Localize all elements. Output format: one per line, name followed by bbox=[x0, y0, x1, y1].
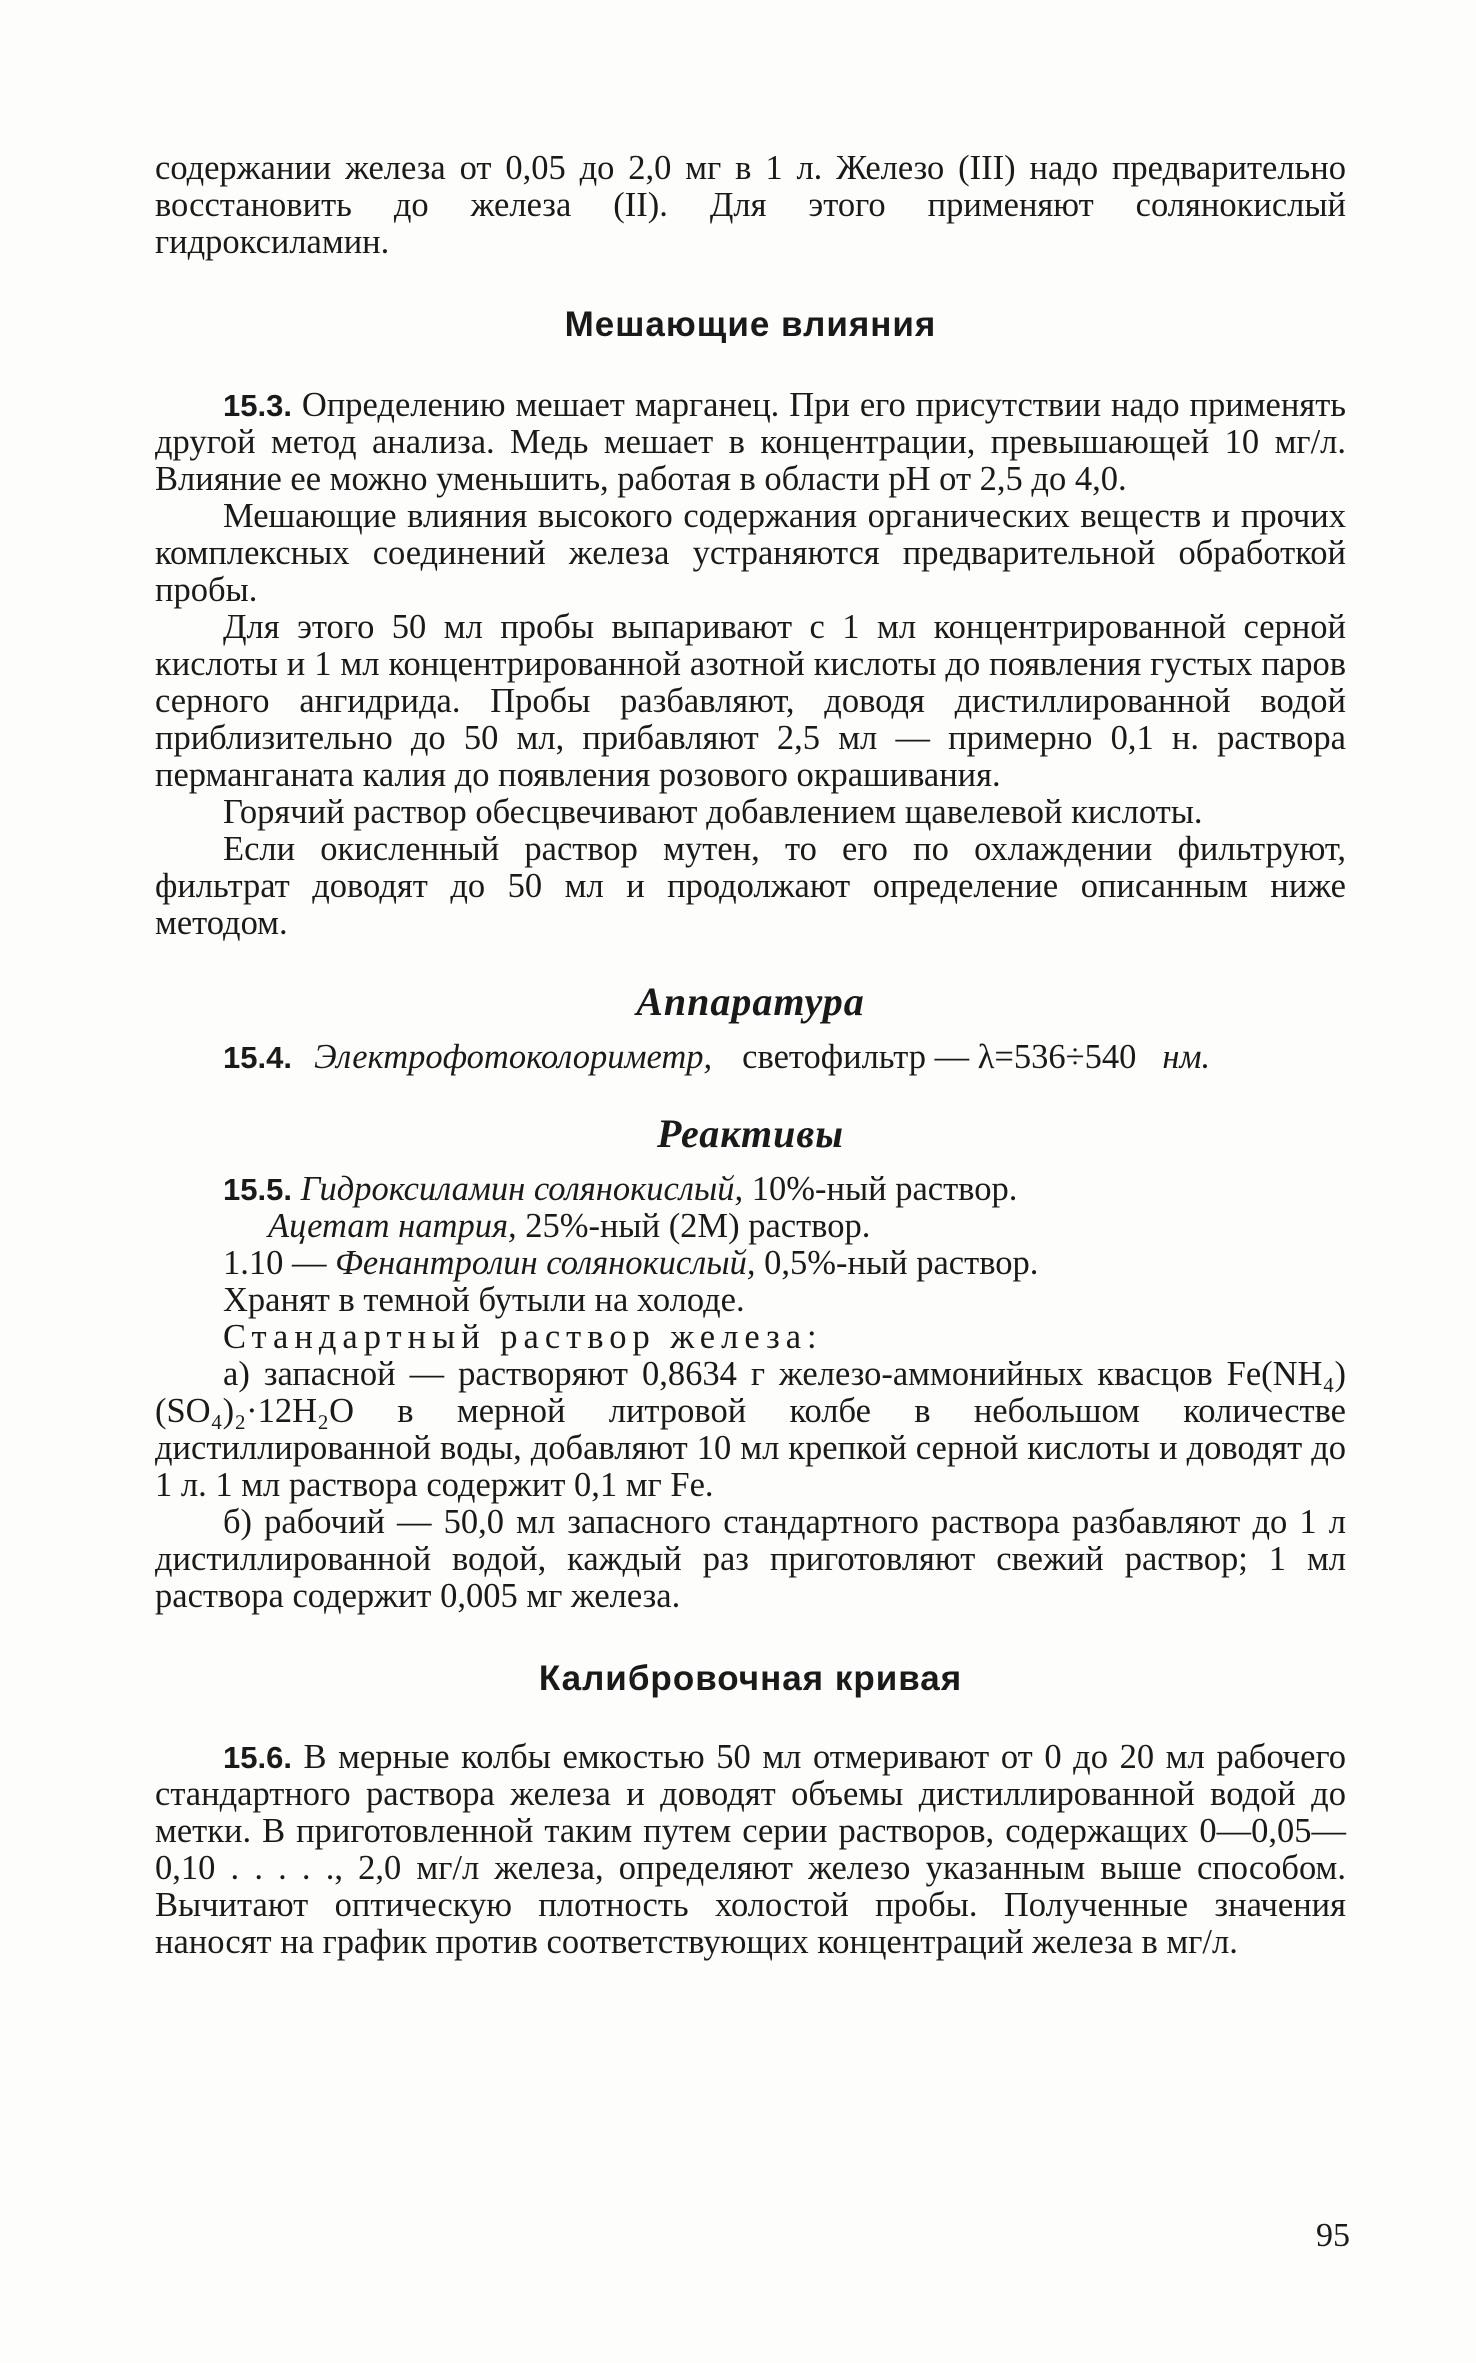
paragraph-evaporation: Для этого 50 мл пробы выпаривают с 1 мл концентрированной серной кислоты и 1 мл концентрированной азотной кислоты до появления густых паров серного ангидрида. Пробы разбавляют, доводя дистиллированной водой приблизительно до 50 мл, прибавляют 2,5 мл — примерно 0,1 н. раствора перманганата калия до появления розового окрашивания. bbox=[155, 608, 1346, 794]
apparatus-item: Электрофотоколориметр, bbox=[313, 1038, 713, 1076]
page-number: 95 bbox=[1316, 2217, 1350, 2254]
reagent-storage: Хранят в темной бутыли на холоде. bbox=[223, 1281, 745, 1319]
reagent-hydroxylamine bbox=[155, 1171, 1346, 1208]
reagent-name: Гидроксиламин солянокислый, bbox=[300, 1170, 744, 1208]
reagent-desc: 25%-ный (2М) раствор. bbox=[516, 1207, 871, 1245]
section-number: 15.3. bbox=[223, 388, 292, 423]
reagent-acetate bbox=[155, 1208, 1346, 1245]
heading-calibration: Калибровочная кривая bbox=[538, 1659, 963, 1698]
paragraph-text: В мерные колбы емкостью 50 мл отмеривают от 0 до 20 мл рабочего стандартного раствора железа и доводят объемы дистиллированной водой до метки. В приготовленной таким путем серии растворов, содержащих 0—0,05—0,10 . . . . ., 2,0 мг/л железа, определяют железо указанным выше способом. Вычитают оптическую плотность холостой пробы. Полученные значения наносят на график против соответствующих концентраций железа в мг/л. bbox=[155, 1738, 1346, 1961]
paragraph-organic: Мешающие влияния высокого содержания органических веществ и прочих комплексных соединений железа устраняются предварительной обработкой пробы. bbox=[155, 497, 1346, 609]
heading-apparatus: Аппаратура bbox=[636, 979, 865, 1024]
paragraph-decolor: Горячий раствор обесцвечивают добавлением щавелевой кислоты. bbox=[223, 793, 1203, 831]
section-number: 15.5. bbox=[223, 1172, 292, 1207]
apparatus-line bbox=[155, 1039, 1346, 1076]
reagent-working: б) рабочий — 50,0 мл запасного стандартного раствора разбавляют до 1 л дистиллированной водой, каждый раз приготовляют свежий раствор; 1 мл раствора содержит 0,005 мг железа. bbox=[155, 1503, 1346, 1615]
reagent-stock: а) запасной — растворяют 0,8634 г железо-аммонийных квасцов Fe(NH₄)(SO₄)₂·12H₂O в мерной литровой колбе в небольшом количестве дистиллированной воды, добавляют 10 мл крепкой серной кислоты и доводят до 1 л. 1 мл раствора содержит 0,1 мг Fe. bbox=[155, 1355, 1346, 1504]
reagent-name: Ацетат натрия, bbox=[268, 1207, 517, 1245]
apparatus-unit: нм. bbox=[1162, 1038, 1211, 1076]
intro-paragraph: содержании железа от 0,05 до 2,0 мг в 1 л. Железо (III) надо предварительно восстановить до железа (II). Для этого применяют солянокислый гидроксиламин. bbox=[155, 149, 1346, 261]
reagent-prefix: 1.10 — bbox=[223, 1244, 336, 1282]
section-number: 15.6. bbox=[223, 1740, 292, 1775]
reagent-desc: 0,5%-ный раствор. bbox=[755, 1244, 1039, 1282]
reagent-standard-title: Стандартный раствор железа: bbox=[223, 1318, 823, 1356]
heading-interference: Мешающие влияния bbox=[564, 305, 937, 344]
heading-reagents: Реактивы bbox=[657, 1111, 844, 1156]
paragraph-text: Определению мешает марганец. При его присутствии надо применять другой метод анализа. Медь мешает в концентрации, превышающей 10 мг/л. Влияние ее можно уменьшить, работая в области pH от 2,5 до 4,0. bbox=[155, 386, 1346, 498]
reagent-desc: 10%-ный раствор. bbox=[743, 1170, 1018, 1208]
paragraph-15-6 bbox=[155, 1739, 1346, 1961]
apparatus-filter: светофильтр — λ=536÷540 bbox=[742, 1038, 1137, 1076]
reagent-name: Фенантролин солянокислый, bbox=[335, 1244, 756, 1282]
section-number: 15.4. bbox=[223, 1040, 292, 1075]
paragraph-filter: Если окисленный раствор мутен, то его по охлаждении фильтруют, фильтрат доводят до 50 мл и продолжают определение описанным ниже методом. bbox=[155, 830, 1346, 942]
paragraph-15-3 bbox=[155, 387, 1346, 498]
reagent-phenanthroline bbox=[155, 1245, 1346, 1282]
